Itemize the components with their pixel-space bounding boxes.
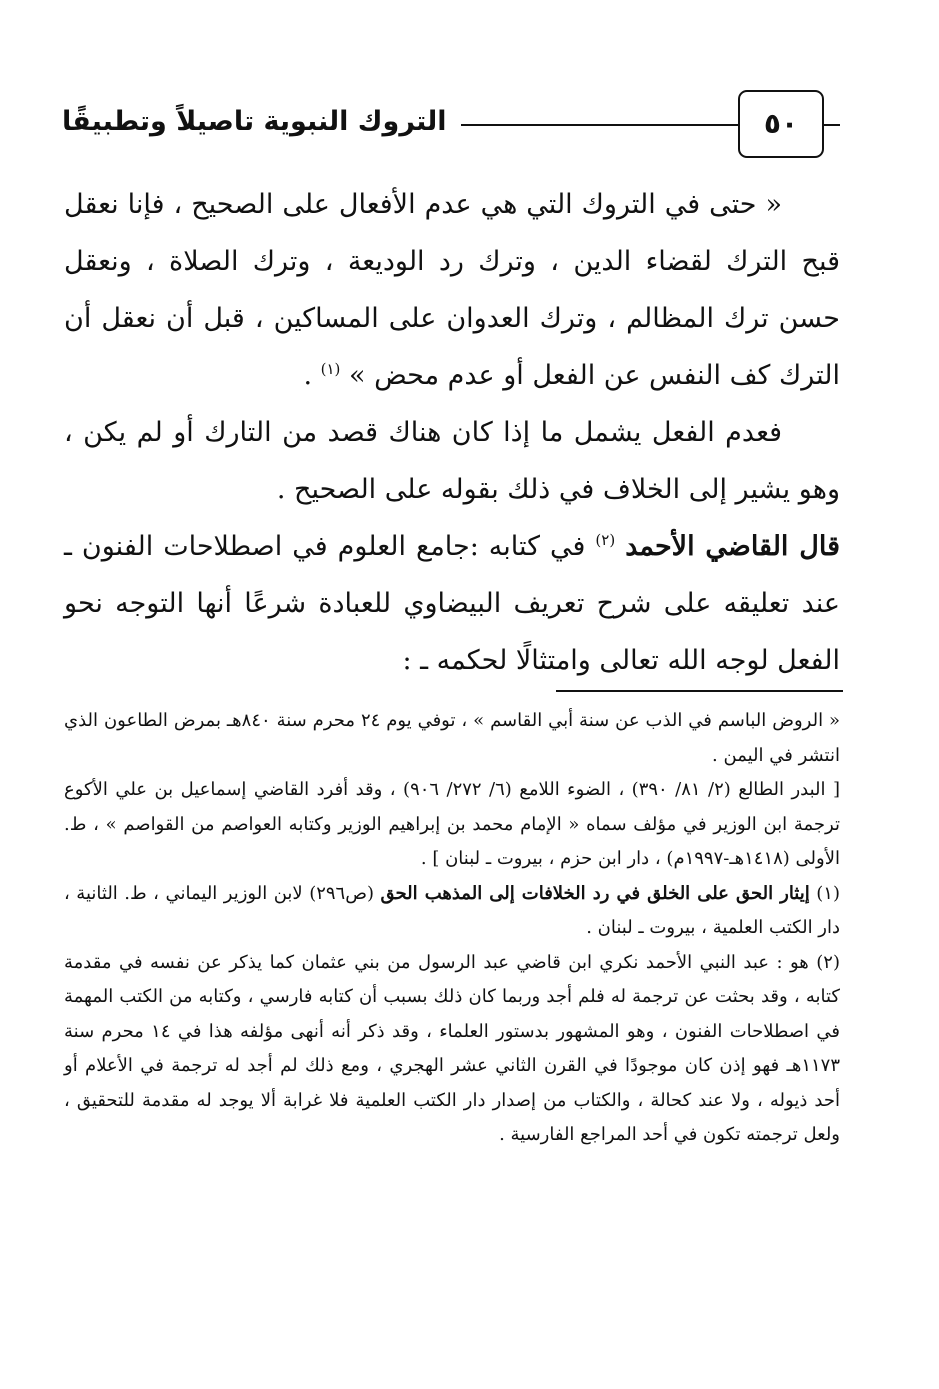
footnote-ref-2: (٢) xyxy=(595,531,616,549)
footnote-1-number: (١) xyxy=(816,882,840,904)
footnote-1-text: (ص٢٩٦) لابن الوزير اليماني ، ط. الثانية ، دار الكتب العلمية ، بيروت ـ لبنان . xyxy=(64,882,840,938)
footnote-ref-1: (١) xyxy=(320,360,341,378)
main-text xyxy=(64,176,840,689)
footnote-2-number: (٢) xyxy=(816,951,840,973)
paragraph-3-lead: قال القاضي الأحمد xyxy=(625,531,840,562)
footnote-2-text: هو : عبد النبي الأحمد نكري ابن قاضي عبد الرسول من بني عثمان كما يذكر عن نفسه في مقدمة كتابه ، وقد بحثت عن ترجمة له فلم أجد وربما كان ذلك بسبب أن كتابه فارسي ، وكتابه من الكتب المهمة في اصطلاحات الفنون ، وهو المشهور بدستور العلماء ، وقد ذكر أنه أنهى مؤلفه هذا في ١٤ محرم سنة ١١٧٣هـ فهو إذن كان موجودًا في القرن الثاني عشر الهجري ، ومع ذلك لم أجد له ترجمة في الأعلام أو أحد ذيوله ، ولا عند كحالة ، والكتاب من إصدار دار الكتب العلمية فلا غرابة ألا يوجد له مقدمة للتحقيق ، ولعل ترجمته تكون في أحد المراجع الفارسية . xyxy=(64,951,840,1145)
footnote-2 xyxy=(64,946,840,1153)
paragraph-quote xyxy=(64,176,840,404)
page-header xyxy=(62,88,840,160)
footnote-continued-1: « الروض الباسم في الذب عن سنة أبي القاسم » ، توفي يوم ٢٤ محرم سنة ٨٤٠هـ بمرض الطاعون الذي انتشر في اليمن . xyxy=(64,710,840,766)
page-number: ٥٠ xyxy=(738,90,824,158)
footnote-continued-2: [ البدر الطالع (٢/ ٨١/ ٣٩٠) ، الضوء اللامع (٦/ ٢٧٢/ ٩٠٦) ، وقد أفرد القاضي إسماعيل بن علي الأكوع ترجمة ابن الوزير في مؤلف سماه « الإمام محمد بن إبراهيم الوزير وكتابه العواصم من القواصم » ، ط. الأولى (١٤١٨هـ-١٩٩٧م) ، دار ابن حزم ، بيروت ـ لبنان ] . xyxy=(64,779,840,869)
quote-end: . xyxy=(303,360,321,391)
running-title: التروك النبوية تاصيلاً وتطبيقًا xyxy=(62,102,461,142)
quote-text: « حتى في التروك التي هي عدم الأفعال على الصحيح ، فإنا نعقل قبح الترك لقضاء الدين ، وترك رد الوديعة ، وترك الصلاة ، ونعقل حسن ترك المظالم ، وترك العدوان على المساكين ، قبل أن نعقل أن الترك كف النفس عن الفعل أو عدم محض » xyxy=(64,189,840,391)
footnote-1-book-title: إيثار الحق على الخلق في رد الخلافات إلى المذهب الحق xyxy=(380,882,810,904)
footnote-separator xyxy=(556,690,843,692)
paragraph-2: فعدم الفعل يشمل ما إذا كان هناك قصد من التارك أو لم يكن ، وهو يشير إلى الخلاف في ذلك بقوله على الصحيح . xyxy=(64,417,840,505)
footnotes xyxy=(64,704,840,1153)
paragraph-3 xyxy=(64,518,840,689)
paragraph-3-text: في كتابه :جامع العلوم في اصطلاحات الفنون ـ عند تعليقه على شرح تعريف البيضاوي للعبادة شرعًا أنها التوجه نحو الفعل لوجه الله تعالى وامتثالًا لحكمه ـ : xyxy=(64,531,840,676)
footnote-1 xyxy=(64,877,840,946)
